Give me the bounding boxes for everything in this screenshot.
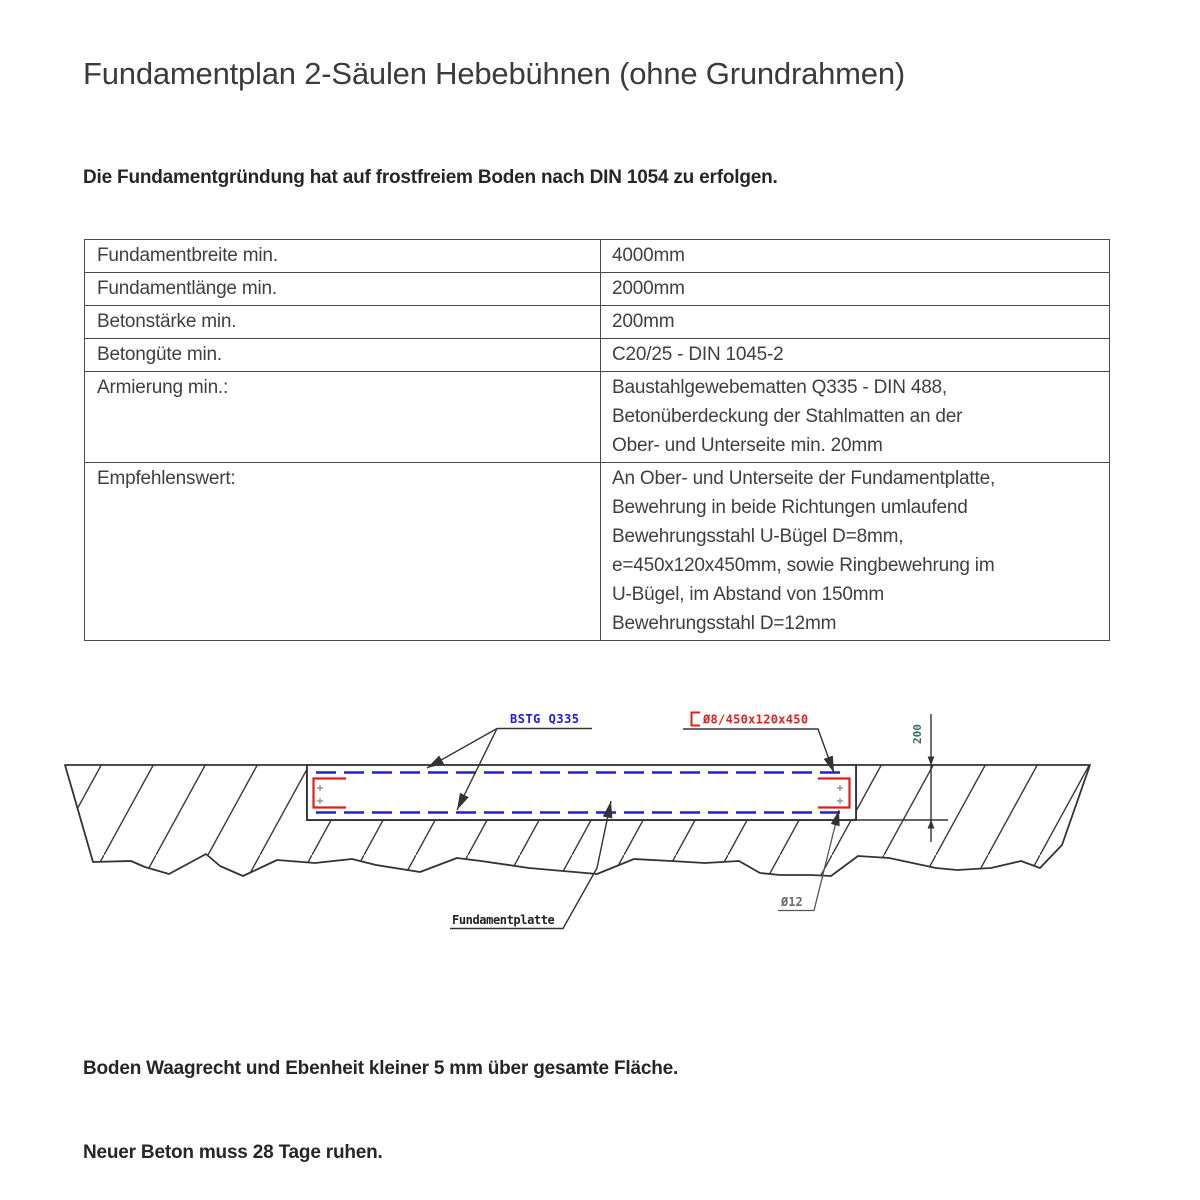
spec-value-line: Betonüberdeckung der Stahlmatten an der xyxy=(612,406,963,427)
spec-value-line: Bewehrungsstahl U-Bügel D=8mm, xyxy=(612,526,904,547)
thickness-dim-text: 200 xyxy=(911,724,924,744)
table-row xyxy=(85,339,1110,372)
spec-value-line: Baustahlgewebematten Q335 - DIN 488, xyxy=(612,377,948,398)
spec-value-line: Ober- und Unterseite min. 20mm xyxy=(612,435,883,456)
spec-value-cell xyxy=(601,273,1110,306)
spec-value-cell xyxy=(601,306,1110,339)
spec-value-line: 200mm xyxy=(612,311,675,332)
mesh-leader-top xyxy=(427,729,497,769)
spec-value-line: 2000mm xyxy=(612,278,685,299)
u-stirrup-label: Ø8/450x120x450 xyxy=(703,712,809,727)
spec-table xyxy=(84,239,1110,641)
spec-value-line: An Ober- und Unterseite der Fundamentplatte, xyxy=(612,468,996,489)
foundation-cross-section-drawing xyxy=(0,690,1200,980)
spec-label-cell: Betonstärke min. xyxy=(85,306,601,339)
table-row xyxy=(85,463,1110,641)
note-concrete-curing: Neuer Beton muss 28 Tage ruhen. xyxy=(83,1142,383,1163)
mesh-label: BSTG Q335 xyxy=(510,712,580,726)
spec-value-line: U-Bügel, im Abstand von 150mm xyxy=(612,584,884,605)
table-row xyxy=(85,306,1110,339)
ring-bar-label: Ø12 xyxy=(781,895,803,909)
u-stirrup-symbol xyxy=(692,713,701,726)
spec-value-line: C20/25 - DIN 1045-2 xyxy=(612,344,784,365)
spec-value-cell xyxy=(601,339,1110,372)
table-row xyxy=(85,273,1110,306)
spec-value-cell xyxy=(601,372,1110,463)
spec-label-cell: Fundamentbreite min. xyxy=(85,240,601,273)
spec-value-line: Bewehrung in beide Richtungen umlaufend xyxy=(612,497,968,518)
spec-label-cell: Fundamentlänge min. xyxy=(85,273,601,306)
table-row xyxy=(85,372,1110,463)
spec-label-cell: Armierung min.: xyxy=(85,372,601,463)
spec-label-cell: Empfehlenswert: xyxy=(85,463,601,641)
table-row xyxy=(85,240,1110,273)
intro-note: Die Fundamentgründung hat auf frostfreiem Boden nach DIN 1054 zu erfolgen. xyxy=(83,167,778,188)
page-title: Fundamentplan 2-Säulen Hebebühnen (ohne Grundrahmen) xyxy=(83,56,905,91)
plate-label: Fundamentplatte xyxy=(452,913,555,927)
spec-value-cell xyxy=(601,240,1110,273)
spec-value-line: e=450x120x450mm, sowie Ringbewehrung im xyxy=(612,555,995,576)
spec-label-cell: Betongüte min. xyxy=(85,339,601,372)
spec-value-line: 4000mm xyxy=(612,245,685,266)
spec-value-cell xyxy=(601,463,1110,641)
note-floor-flatness: Boden Waagrecht und Ebenheit kleiner 5 mm über gesamte Fläche. xyxy=(83,1058,679,1079)
spec-value-line: Bewehrungsstahl D=12mm xyxy=(612,613,837,634)
